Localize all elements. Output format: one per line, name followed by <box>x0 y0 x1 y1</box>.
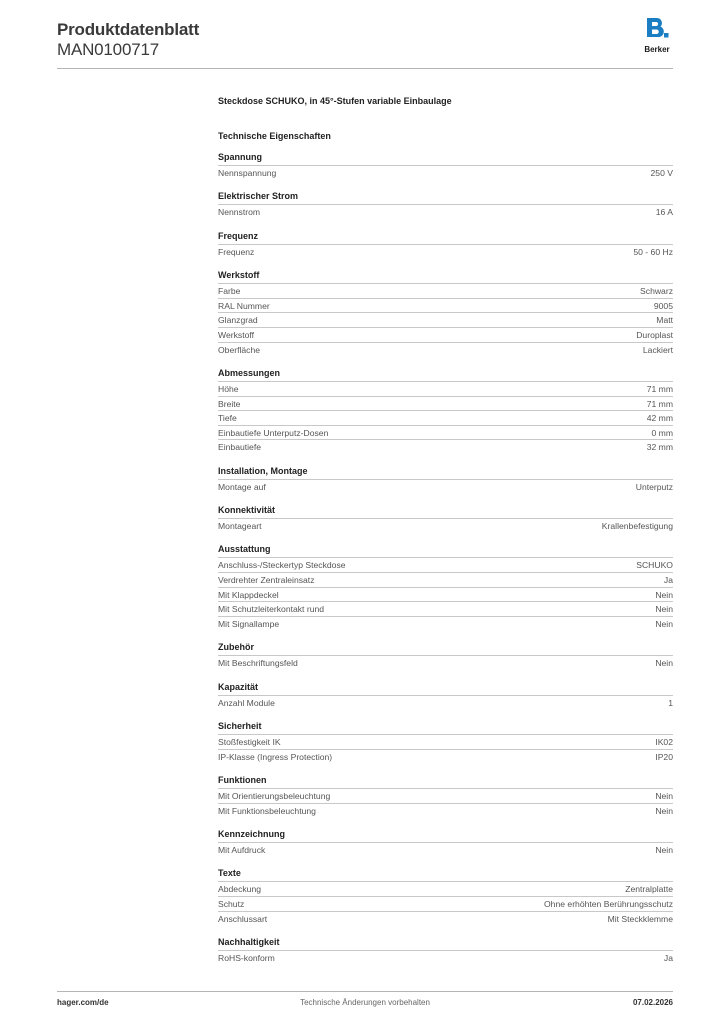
property-value: IK02 <box>655 737 673 748</box>
property-label: Anschluss-/Steckertyp Steckdose <box>218 560 346 571</box>
property-label: Mit Beschriftungsfeld <box>218 658 298 669</box>
property-value: Schwarz <box>640 286 673 297</box>
property-value: 9005 <box>653 300 673 311</box>
property-label: Werkstoff <box>218 329 254 340</box>
property-label: Oberfläche <box>218 344 261 355</box>
property-value: 71 mm <box>646 398 673 409</box>
property-value: Ohne erhöhten Berührungsschutz <box>544 898 673 909</box>
document-title: Produktdatenblatt <box>57 20 200 39</box>
property-value: 42 mm <box>646 413 673 424</box>
berker-b-icon <box>643 17 671 39</box>
property-value: Lackiert <box>642 344 673 355</box>
property-section <box>218 230 673 259</box>
property-section <box>218 190 673 219</box>
property-value: Krallenbefestigung <box>601 521 673 532</box>
section-title: Zubehör <box>218 642 254 653</box>
property-label: Abdeckung <box>218 884 262 895</box>
property-value: 32 mm <box>646 442 673 453</box>
property-label: Montage auf <box>218 481 266 492</box>
section-title: Spannung <box>218 152 262 162</box>
property-section <box>218 465 673 494</box>
property-row <box>218 572 673 587</box>
property-label: Nennspannung <box>218 168 277 178</box>
property-value: Ja <box>663 952 673 963</box>
section-title: Kapazität <box>218 681 259 692</box>
property-value: Mit Steckklemme <box>607 913 673 924</box>
property-value: SCHUKO <box>636 560 673 571</box>
property-value: Unterputz <box>635 481 673 492</box>
berker-logo <box>641 17 673 54</box>
property-section <box>218 681 673 710</box>
property-section <box>218 720 673 763</box>
section-title: Kennzeichnung <box>218 829 285 839</box>
property-value: Ja <box>663 575 673 586</box>
property-section <box>218 504 673 533</box>
property-row <box>218 439 673 454</box>
property-row <box>218 655 673 670</box>
datasheet-content <box>218 95 673 965</box>
property-section <box>218 867 673 925</box>
property-label: Montageart <box>218 521 262 532</box>
property-row <box>218 788 673 803</box>
property-section <box>218 367 673 454</box>
property-row <box>218 518 673 533</box>
property-value: IP20 <box>655 751 673 762</box>
property-value: 0 mm <box>651 427 673 438</box>
header-divider <box>57 68 673 69</box>
property-label: Schutz <box>218 898 245 909</box>
property-row <box>218 244 673 259</box>
property-label: Mit Aufdruck <box>218 845 266 855</box>
property-label: Mit Orientierungsbeleuchtung <box>218 791 331 802</box>
property-row <box>218 749 673 764</box>
property-row <box>218 165 673 180</box>
property-section <box>218 151 673 180</box>
property-row <box>218 312 673 327</box>
document-id: MAN0100717 <box>57 40 159 59</box>
property-row <box>218 601 673 616</box>
property-row <box>218 911 673 926</box>
property-label: RAL Nummer <box>218 300 270 311</box>
property-section <box>218 269 673 356</box>
properties-heading: Technische Eigenschaften <box>218 131 331 141</box>
property-label: Einbautiefe <box>218 442 262 453</box>
property-label: Einbautiefe Unterputz-Dosen <box>218 427 329 438</box>
property-label: Farbe <box>218 286 241 297</box>
property-row <box>218 734 673 749</box>
property-label: Höhe <box>218 383 239 394</box>
property-label: Tiefe <box>218 413 237 424</box>
property-value: 50 - 60 Hz <box>633 246 673 257</box>
property-label: Frequenz <box>218 246 255 257</box>
property-section <box>218 828 673 857</box>
property-label: Breite <box>218 398 241 409</box>
property-row <box>218 557 673 572</box>
property-section <box>218 641 673 670</box>
property-section <box>218 543 673 630</box>
property-value: 250 V <box>650 168 673 178</box>
section-title: Abmessungen <box>218 367 281 378</box>
section-title: Nachhaltigkeit <box>218 936 280 947</box>
property-row <box>218 616 673 631</box>
property-value: Matt <box>656 315 673 326</box>
property-label: Mit Klappdeckel <box>218 589 279 600</box>
section-title: Frequenz <box>218 230 259 241</box>
property-section <box>218 936 673 965</box>
property-value: Nein <box>655 604 673 615</box>
property-label: IP-Klasse (Ingress Protection) <box>218 751 333 762</box>
property-value: Zentralplatte <box>625 884 673 895</box>
footer-divider <box>57 991 673 992</box>
property-row <box>218 695 673 710</box>
property-row <box>218 381 673 396</box>
property-row <box>218 342 673 357</box>
property-label: Stoßfestigkeit IK <box>218 737 281 748</box>
section-title: Texte <box>218 868 241 879</box>
property-row <box>218 881 673 896</box>
section-title: Konnektivität <box>218 505 276 516</box>
property-row <box>218 950 673 965</box>
property-label: Anzahl Module <box>218 697 275 708</box>
property-row <box>218 283 673 298</box>
section-title: Werkstoff <box>218 270 260 281</box>
section-title: Elektrischer Strom <box>218 191 299 202</box>
property-row <box>218 327 673 342</box>
property-value: Nein <box>655 845 673 855</box>
footer-website: hager.com/de <box>57 998 109 1007</box>
property-sections <box>218 151 673 965</box>
footer-disclaimer: Technische Änderungen vorbehalten <box>300 998 430 1007</box>
property-value: 1 <box>668 697 673 708</box>
property-row <box>218 587 673 602</box>
property-label: RoHS-konform <box>218 952 275 963</box>
logo-text: Berker <box>644 45 670 54</box>
property-label: Verdrehter Zentraleinsatz <box>218 575 315 586</box>
property-row <box>218 842 673 857</box>
footer-date: 07.02.2026 <box>632 998 673 1007</box>
property-value: Duroplast <box>636 329 673 340</box>
property-value: 71 mm <box>646 383 673 394</box>
property-label: Anschlussart <box>218 913 268 924</box>
property-value: Nein <box>655 589 673 600</box>
property-row <box>218 803 673 818</box>
property-label: Mit Schutzleiterkontakt rund <box>218 604 325 615</box>
property-value: 16 A <box>655 207 673 218</box>
property-value: Nein <box>655 805 673 816</box>
property-row <box>218 425 673 440</box>
property-value: Nein <box>655 618 673 629</box>
section-title: Installation, Montage <box>218 465 308 476</box>
property-label: Glanzgrad <box>218 315 258 326</box>
property-row <box>218 396 673 411</box>
property-row <box>218 298 673 313</box>
property-row <box>218 479 673 494</box>
section-title: Sicherheit <box>218 721 262 732</box>
property-row <box>218 204 673 219</box>
property-value: Nein <box>655 791 673 802</box>
property-section <box>218 774 673 817</box>
section-title: Funktionen <box>218 775 267 786</box>
product-title: Steckdose SCHUKO, in 45°-Stufen variable Einbaulage <box>218 96 452 106</box>
document-header <box>57 20 199 60</box>
property-row <box>218 896 673 911</box>
property-value: Nein <box>655 658 673 669</box>
section-title: Ausstattung <box>218 544 271 555</box>
property-label: Mit Signallampe <box>218 618 280 629</box>
property-row <box>218 410 673 425</box>
property-label: Mit Funktionsbeleuchtung <box>218 805 316 816</box>
property-label: Nennstrom <box>218 207 261 218</box>
